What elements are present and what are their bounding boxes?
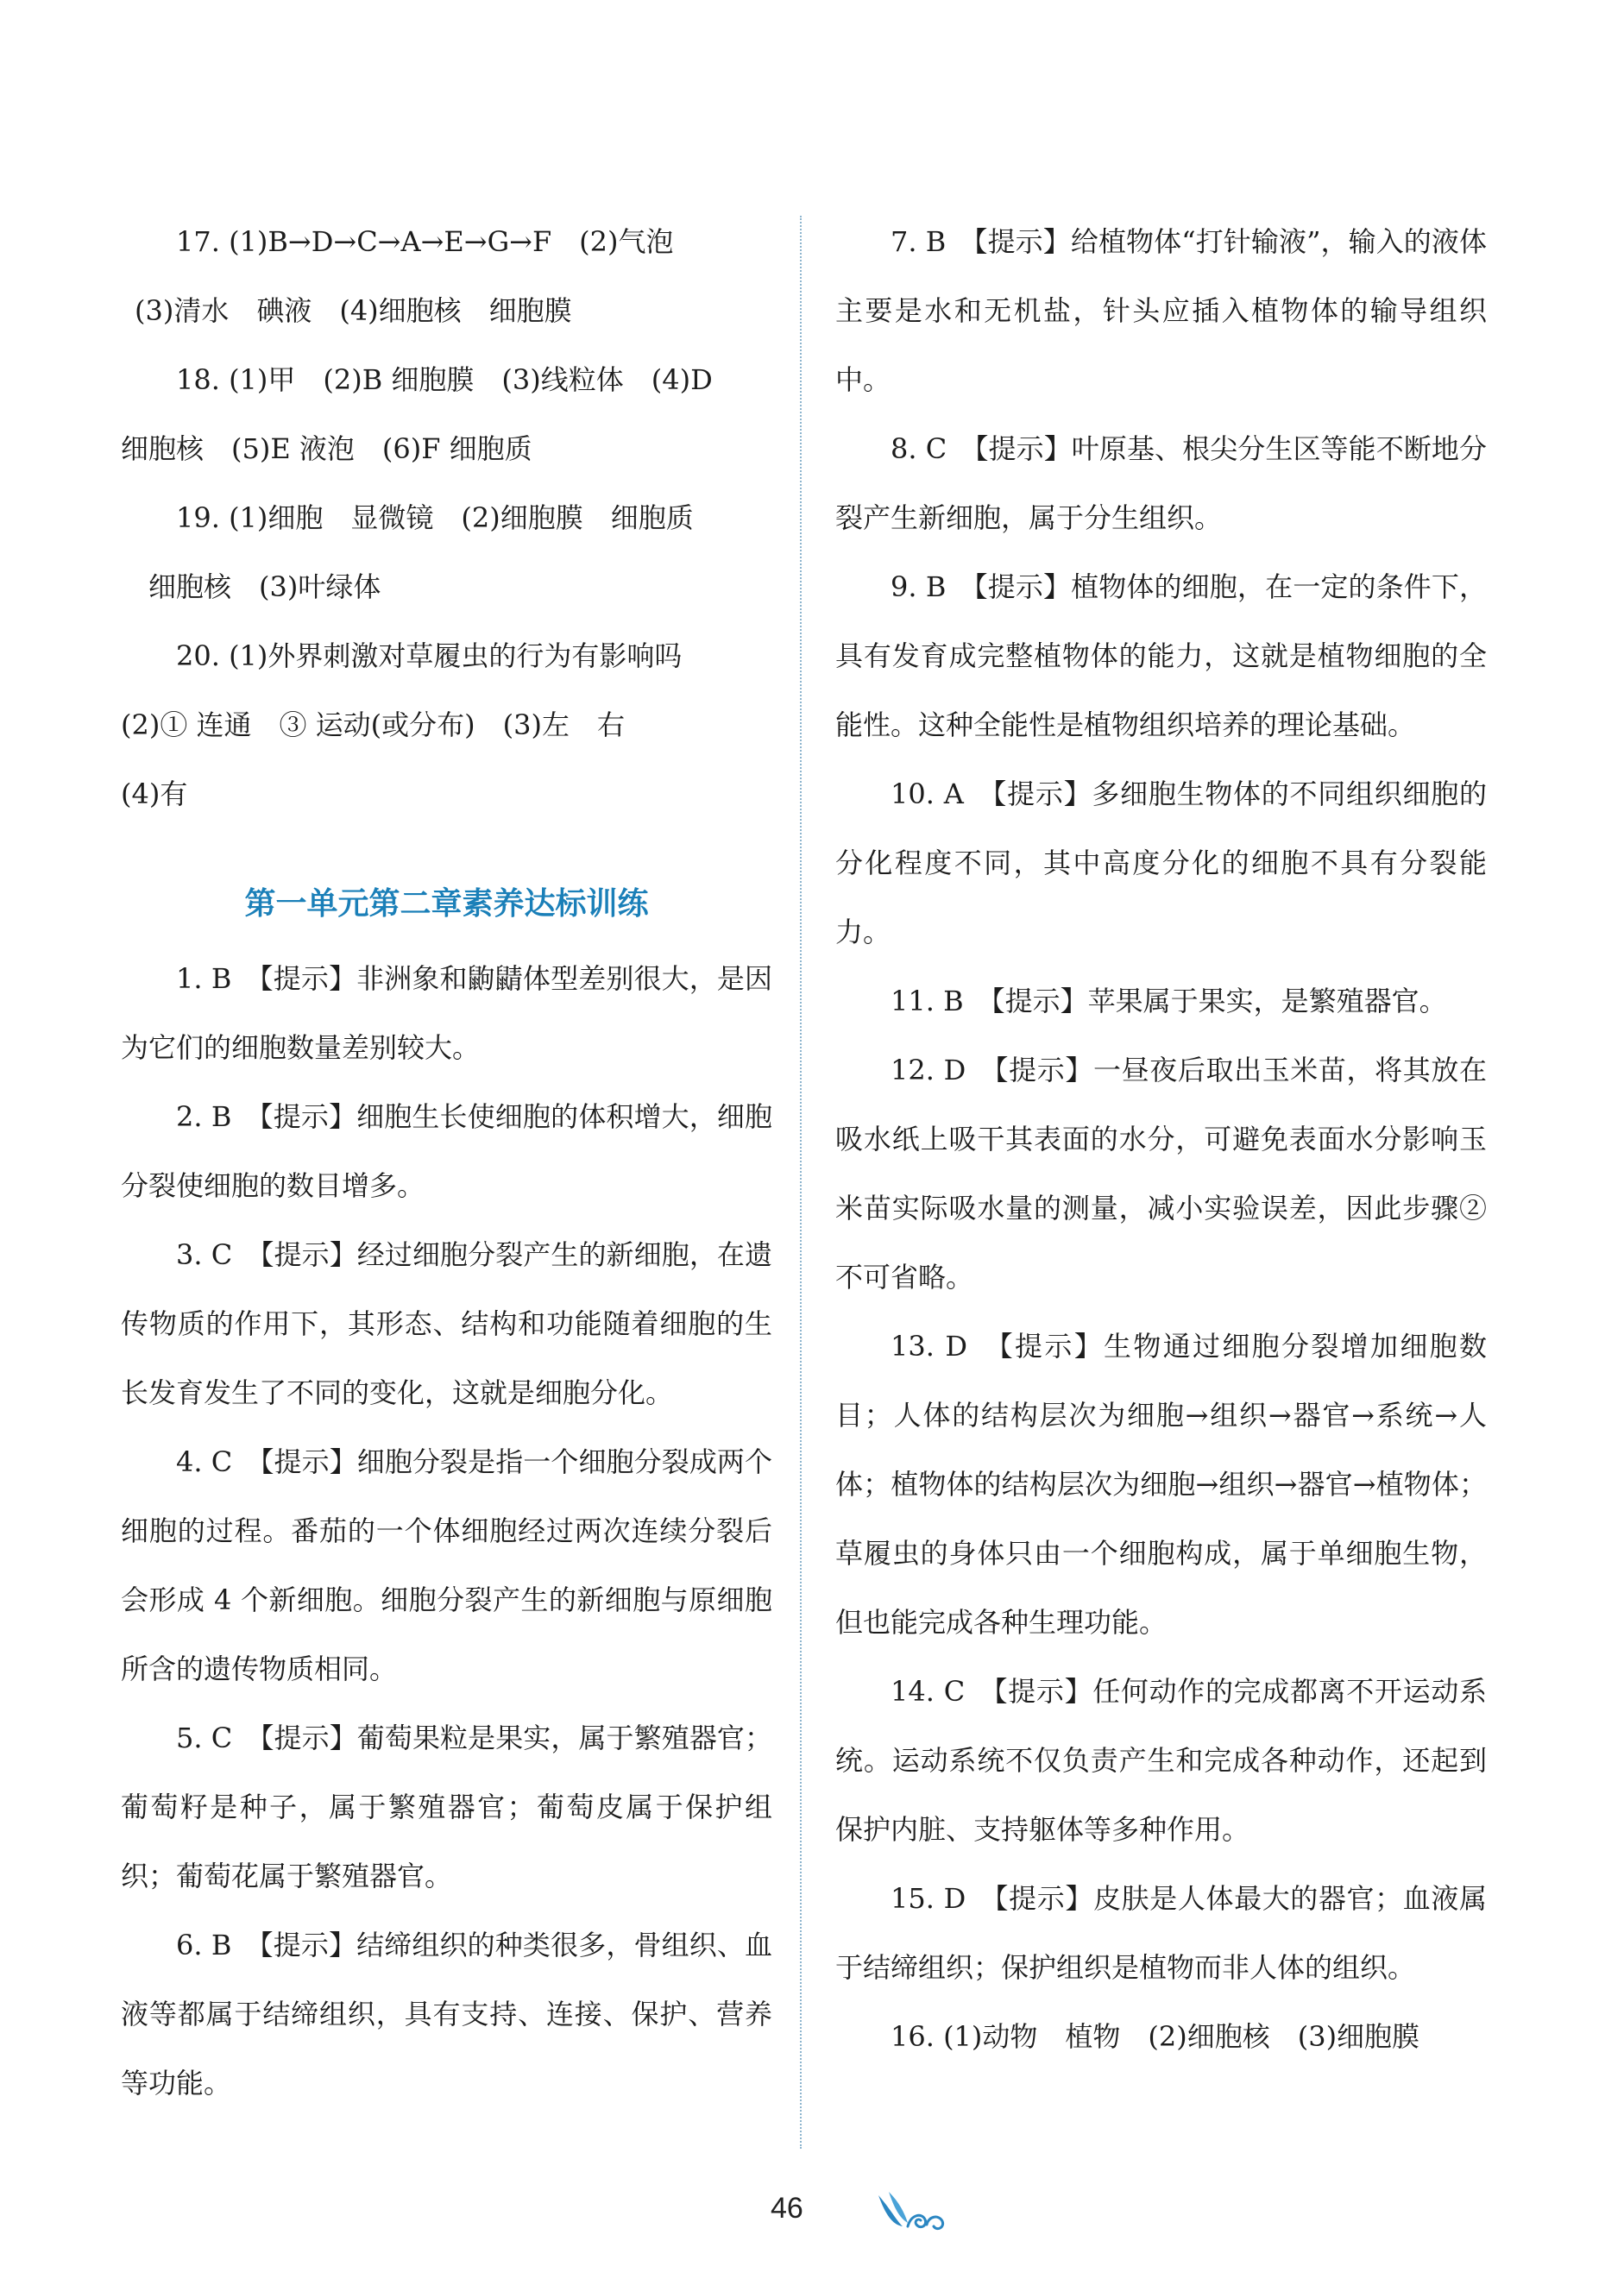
answer-5: 5. C 【提示】葡萄果粒是果实，属于繁殖器官；葡萄籽是种子，属于繁殖器官；葡萄皮属于保护组织；葡萄花属于繁殖器官。 [121, 1722, 772, 1892]
column-divider [800, 216, 802, 2149]
answer-4: 4. C 【提示】细胞分裂是指一个细胞分裂成两个细胞的过程。番茄的一个体细胞经过两次连续分裂后会形成 4 个新细胞。细胞分裂产生的新细胞与原细胞所含的遗传物质相同。 [121, 1445, 772, 1685]
answer-15: 15. D 【提示】皮肤是人体最大的器官；血液属于结缔组织；保护组织是植物而非人体的组织。 [835, 1882, 1487, 1984]
answer-12: 12. D 【提示】一昼夜后取出玉米苗，将其放在吸水纸上吸干其表面的水分，可避免表面水分影响玉米苗实际吸水量的测量，减小实验误差，因此步骤②不可省略。 [835, 1054, 1487, 1294]
answer-10: 10. A 【提示】多细胞生物体的不同组织细胞的分化程度不同，其中高度分化的细胞不具有分裂能力。 [835, 778, 1487, 948]
right-column [835, 207, 1487, 2071]
answer-14: 14. C 【提示】任何动作的完成都离不开运动系统。运动系统不仅负责产生和完成各种动作，还起到保护内脏、支持躯体等多种作用。 [835, 1675, 1487, 1846]
left-column [121, 207, 772, 2118]
answer-3: 3. C 【提示】经过细胞分裂产生的新细胞，在遗传物质的作用下，其形态、结构和功能随着细胞的生长发育发生了不同的变化，这就是细胞分化。 [121, 1238, 772, 1409]
answer-18-line-2: 细胞核 (5)E 液泡 (6)F 细胞质 [121, 432, 532, 465]
answer-18-line-1: 18. (1)甲 (2)B 细胞膜 (3)线粒体 (4)D [176, 363, 713, 396]
answer-13: 13. D 【提示】生物通过细胞分裂增加细胞数目；人体的结构层次为细胞→组织→器官→系统→人体；植物体的结构层次为细胞→组织→器官→植物体；草履虫的身体只由一个细胞构成，属于单细胞生物，但也能完成各种生理功能。 [835, 1330, 1487, 1639]
section-title: 第一单元第二章素养达标训练 [244, 886, 649, 922]
answer-17-line-1: 17. (1)B→D→C→A→E→G→F (2)气泡 [176, 225, 674, 258]
answer-2: 2. B 【提示】细胞生长使细胞的体积增大，细胞分裂使细胞的数目增多。 [121, 1100, 772, 1202]
swirl-ornament-icon [873, 2188, 947, 2235]
answer-20-line-3: (4)有 [121, 778, 188, 810]
answer-11: 11. B 【提示】苹果属于果实，是繁殖器官。 [891, 985, 1447, 1017]
answer-6: 6. B 【提示】结缔组织的种类很多，骨组织、血液等都属于结缔组织，具有支持、连接、保护、营养等功能。 [121, 1929, 772, 2100]
answer-20-line-2: (2)① 连通 ③ 运动(或分布) (3)左 右 [121, 708, 625, 741]
answer-19-line-2: 细胞核 (3)叶绿体 [148, 570, 381, 603]
answer-7: 7. B 【提示】给植物体“打针输液”，输入的液体主要是水和无机盐，针头应插入植物体的输导组织中。 [835, 225, 1487, 396]
page-number: 46 [771, 2192, 803, 2225]
answer-16: 16. (1)动物 植物 (2)细胞核 (3)细胞膜 [891, 2020, 1420, 2053]
answer-8: 8. C 【提示】叶原基、根尖分生区等能不断地分裂产生新细胞，属于分生组织。 [835, 432, 1487, 534]
answer-17-line-2: (3)清水 碘液 (4)细胞核 细胞膜 [135, 294, 572, 327]
answer-19-line-1: 19. (1)细胞 显微镜 (2)细胞膜 细胞质 [176, 501, 694, 534]
answer-20-line-1: 20. (1)外界刺激对草履虫的行为有影响吗 [176, 639, 683, 672]
answer-1: 1. B 【提示】非洲象和鼩鼱体型差别很大，是因为它们的细胞数量差别较大。 [121, 962, 772, 1064]
page-footer [0, 2192, 1624, 2244]
answer-9: 9. B 【提示】植物体的细胞，在一定的条件下，具有发育成完整植物体的能力，这就是植物细胞的全能性。这种全能性是植物组织培养的理论基础。 [835, 570, 1487, 741]
